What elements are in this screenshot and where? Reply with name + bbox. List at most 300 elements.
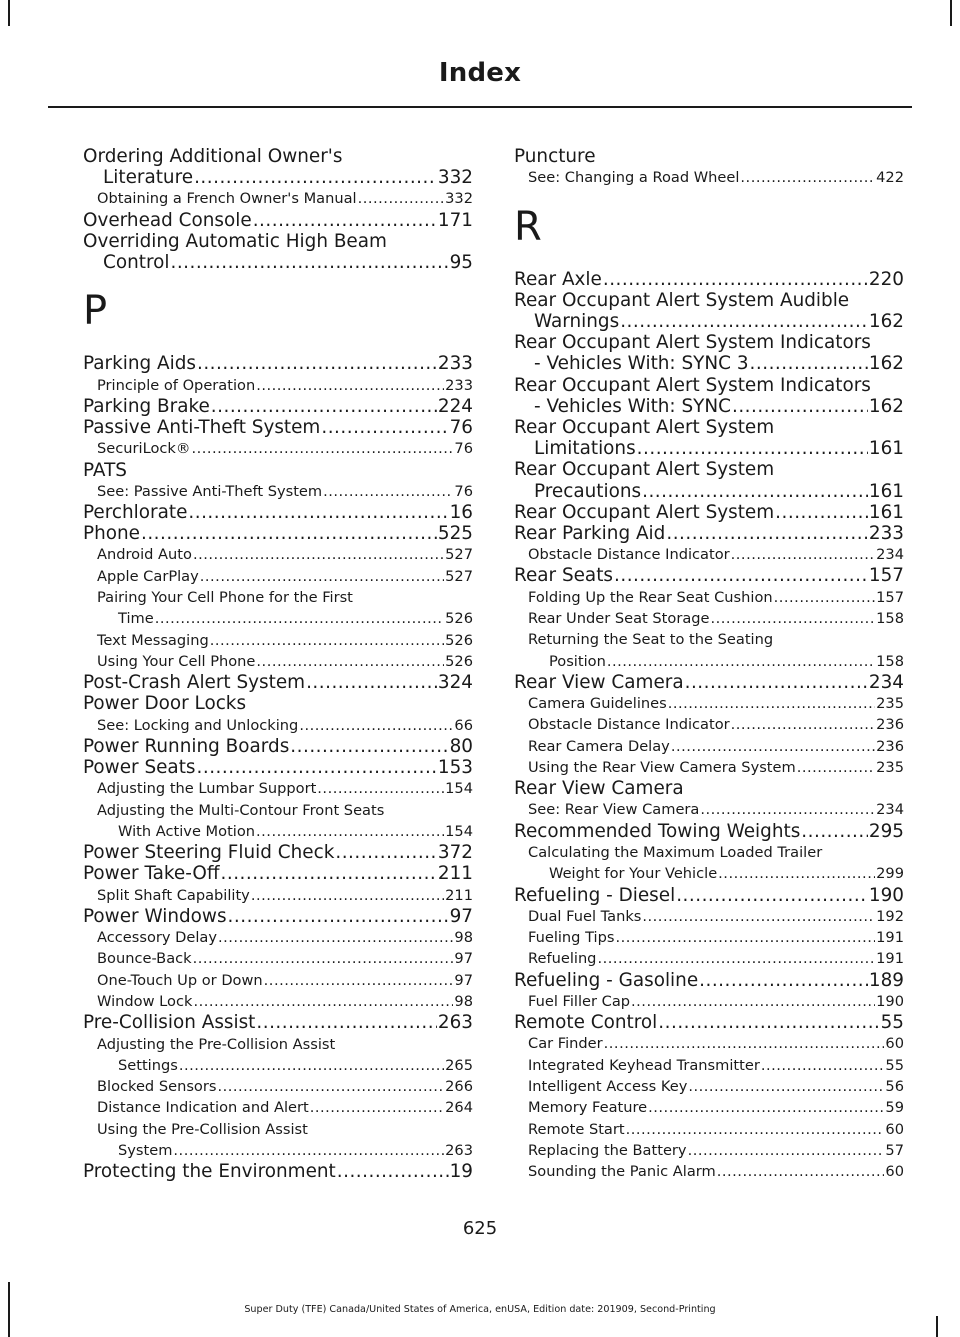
entry-text: One-Touch Up or Down (97, 971, 263, 989)
index-entry-pre-collision-assist[interactable] (83, 1012, 473, 1033)
page-ref[interactable]: 525 (437, 523, 473, 545)
page-ref[interactable]: 527 (445, 546, 473, 564)
dot-leader (290, 736, 448, 757)
page-ref[interactable]: 76 (454, 440, 473, 458)
index-entry-rear-occupant-alert-system-precautions[interactable] (514, 459, 904, 501)
index-subentry-integrated-keyhead-transmitter[interactable] (514, 1055, 904, 1076)
entry-text: See: Changing a Road Wheel (528, 169, 740, 187)
index-subentry-android-auto[interactable] (83, 544, 473, 565)
index-subentry-split-shaft-capability[interactable] (83, 885, 473, 906)
dot-leader (797, 757, 875, 778)
entry-text: Power Steering Fluid Check (83, 842, 335, 864)
dot-leader (603, 269, 868, 290)
page-ref[interactable]: 422 (876, 169, 904, 187)
page-ref[interactable]: 265 (445, 1056, 473, 1074)
dot-leader (170, 252, 448, 273)
page-ref[interactable]: 157 (876, 588, 904, 606)
index-entry-remote-control[interactable] (514, 1012, 904, 1033)
page-ref[interactable]: 233 (437, 353, 473, 375)
entry-text: Text Messaging (97, 631, 209, 649)
page-ref[interactable]: 234 (876, 546, 904, 564)
index-entry-rear-occupant-alert-system-limitations[interactable] (514, 417, 904, 459)
page-ref[interactable]: 162 (868, 395, 904, 417)
entry-text: Recommended Towing Weights (514, 820, 801, 842)
crop-mark-bottom-right (936, 1316, 938, 1337)
entry-text: Calculating the Maximum Loaded Trailer (528, 843, 823, 861)
page-ref[interactable]: 57 (885, 1141, 904, 1159)
entry-text: Fuel Filler Cap (528, 992, 631, 1010)
index-subentry-rear-under-seat-storage[interactable] (514, 608, 904, 629)
entry-text: PATS (83, 459, 127, 481)
page-ref[interactable]: 162 (868, 310, 904, 332)
dot-leader (597, 948, 875, 969)
page-ref[interactable]: 16 (449, 502, 473, 524)
index-subentry-obstacle-distance-indicator[interactable] (514, 544, 904, 565)
index-subentry-see-rear-view-camera[interactable] (514, 799, 904, 820)
entry-text: Car Finder (528, 1035, 603, 1053)
index-entry-rear-seats[interactable] (514, 565, 904, 586)
page-ref[interactable]: 98 (454, 929, 473, 947)
index-subentry-remote-start[interactable] (514, 1119, 904, 1140)
dot-leader (732, 396, 868, 417)
dot-leader (671, 736, 875, 757)
dot-leader (731, 714, 875, 735)
index-subentry-using-the-rear-view-camera-system[interactable] (514, 757, 904, 778)
index-subentry-principle-of-operation[interactable] (83, 375, 473, 396)
entry-text: Window Lock (97, 993, 193, 1010)
index-subentry-adjusting-the-lumbar-support[interactable] (83, 778, 473, 799)
page-ref[interactable]: 266 (445, 1078, 473, 1096)
page-ref[interactable]: 233 (445, 376, 473, 394)
index-entry-rear-occupant-alert-system-audible-warnings[interactable] (514, 290, 904, 332)
entry-text: See: Passive Anti-Theft System (97, 482, 323, 500)
index-entry-parking-aids[interactable] (83, 353, 473, 374)
index-subentry-using-your-cell-phone[interactable] (83, 651, 473, 672)
entry-text: Overriding Automatic High Beam (83, 230, 387, 252)
dot-leader (217, 1076, 444, 1097)
dot-leader (310, 1097, 444, 1118)
page-ref[interactable]: 220 (868, 268, 904, 290)
entry-text: Using the Pre-Collision Assist (97, 1120, 308, 1138)
entry-text: Pre-Collision Assist (83, 1012, 256, 1034)
page-ref[interactable]: 527 (445, 567, 473, 585)
page-ref[interactable]: 372 (437, 842, 473, 864)
dot-leader (740, 167, 875, 188)
dot-leader (256, 651, 444, 672)
page-ref[interactable]: 161 (868, 501, 904, 523)
index-subentry-folding-up-the-rear-seat-cushion[interactable] (514, 587, 904, 608)
entry-text: Rear Occupant Alert System Indicators (514, 332, 871, 354)
entry-text: - Vehicles With: SYNC (534, 395, 731, 417)
entry-text: Using the Rear View Camera System (528, 758, 796, 776)
dot-leader (688, 1140, 885, 1161)
entry-text: Camera Guidelines (528, 695, 667, 713)
dot-leader (614, 565, 868, 586)
index-subentry-car-finder[interactable] (514, 1033, 904, 1054)
dot-leader (699, 970, 868, 991)
page-ref[interactable]: 224 (437, 395, 473, 417)
page-ref[interactable]: 158 (876, 652, 904, 670)
dot-leader (264, 970, 454, 991)
index-entry-power-seats[interactable] (83, 757, 473, 778)
page-title: Index (438, 58, 522, 88)
section-letter-p: P (83, 288, 108, 335)
page-ref[interactable]: 299 (876, 865, 904, 883)
index-entry-refueling-gasoline[interactable] (514, 970, 904, 991)
page-ref[interactable]: 154 (445, 822, 473, 840)
page-ref[interactable]: 526 (445, 652, 473, 670)
page-ref[interactable]: 171 (437, 209, 473, 231)
entry-text: Integrated Keyhead Transmitter (528, 1056, 760, 1074)
page-ref[interactable]: 55 (885, 1056, 904, 1074)
entry-text: Passive Anti-Theft System (83, 417, 321, 439)
dot-leader (197, 757, 437, 778)
index-entry-rear-view-camera[interactable] (514, 672, 904, 693)
dot-leader (626, 1119, 885, 1140)
dot-leader (193, 991, 453, 1012)
entry-text: Distance Indication and Alert (97, 1099, 309, 1117)
footer-edition-info: Super Duty (TFE) Canada/United States of America, enUSA, Edition date: 201909, Second-Printing (244, 1304, 716, 1315)
dot-leader (218, 927, 453, 948)
index-subentry-obstacle-distance-indicator[interactable] (514, 714, 904, 735)
page-ref[interactable]: 236 (876, 716, 904, 734)
dot-leader (253, 210, 437, 231)
index-entry-passive-anti-theft-system[interactable] (83, 417, 473, 438)
entry-text: Refueling (528, 950, 597, 968)
index-subentry-refueling[interactable] (514, 948, 904, 969)
entry-text: Power Take-Off (83, 863, 220, 885)
index-subentry-apple-carplay[interactable] (83, 566, 473, 587)
dot-leader (321, 417, 448, 438)
index-subentry-accessory-delay[interactable] (83, 927, 473, 948)
index-subentry-memory-feature[interactable] (514, 1097, 904, 1118)
entry-text: Rear Camera Delay (528, 737, 670, 755)
entry-text: Principle of Operation (97, 376, 256, 394)
index-subentry-see-passive-anti-theft-system[interactable] (83, 481, 473, 502)
index-entry-refueling-diesel[interactable] (514, 885, 904, 906)
entry-text: Power Windows (83, 905, 227, 927)
crop-mark-top-right (950, 0, 952, 26)
index-subentry-window-lock[interactable] (83, 991, 473, 1012)
entry-text: Remote Control (514, 1012, 658, 1034)
index-entry-rear-occupant-alert-system-indicators-vehicles-with-sync-3[interactable] (514, 332, 904, 374)
entry-text: Rear Seats (514, 565, 613, 587)
page-ref[interactable]: 60 (885, 1120, 904, 1138)
page-ref[interactable]: 76 (449, 417, 473, 439)
dot-leader (193, 544, 444, 565)
index-entry-recommended-towing-weights[interactable] (514, 821, 904, 842)
page-ref[interactable]: 60 (885, 1035, 904, 1053)
dot-leader (179, 1055, 444, 1076)
page-ref[interactable]: 236 (876, 737, 904, 755)
dot-leader (335, 842, 437, 863)
page-ref[interactable]: 97 (449, 905, 473, 927)
page-ref[interactable]: 161 (868, 480, 904, 502)
dot-leader (676, 885, 868, 906)
entry-text: Rear Occupant Alert System Audible (514, 289, 850, 311)
index-entry-power-take-off[interactable] (83, 863, 473, 884)
entry-text: Adjusting the Pre-Collision Assist (97, 1035, 336, 1053)
index-entry-protecting-the-environment[interactable] (83, 1161, 473, 1182)
entry-text: Weight for Your Vehicle (549, 865, 718, 883)
entry-text: Phone (83, 523, 140, 545)
dot-leader (306, 672, 437, 693)
page-ref[interactable]: 157 (868, 565, 904, 587)
dot-leader (299, 715, 453, 736)
dot-leader (358, 188, 445, 209)
entry-text: Precautions (534, 480, 642, 502)
entry-text: Control (103, 252, 170, 274)
dot-leader (173, 1140, 444, 1161)
dot-leader (775, 502, 868, 523)
page-ref[interactable]: 55 (880, 1012, 904, 1034)
dot-leader (607, 651, 875, 672)
dot-leader (615, 927, 875, 948)
index-entry-rear-occupant-alert-system-indicators-vehicles-with-sync[interactable] (514, 375, 904, 417)
page-ref[interactable]: 19 (449, 1161, 473, 1183)
dot-leader (200, 566, 444, 587)
index-subentry-using-the-pre-collision-assist-system[interactable] (83, 1119, 473, 1162)
index-subentry-adjusting-the-pre-collision-assist-settings[interactable] (83, 1034, 473, 1077)
entry-text: Post-Crash Alert System (83, 672, 306, 694)
dot-leader (604, 1033, 885, 1054)
page-ref[interactable]: 233 (868, 522, 904, 544)
page-ref[interactable]: 97 (454, 950, 473, 968)
index-subentry-calculating-the-maximum-loaded-trailer-weight-for-your-vehicle[interactable] (514, 842, 904, 885)
page-ref[interactable]: 66 (454, 716, 473, 734)
index-subentry-fuel-filler-cap[interactable] (514, 991, 904, 1012)
page-ref[interactable]: 263 (437, 1012, 473, 1034)
page-ref[interactable]: 191 (876, 929, 904, 947)
index-subentry-see-changing-a-road-wheel[interactable] (514, 167, 904, 188)
entry-text: - Vehicles With: SYNC 3 (534, 353, 749, 375)
entry-text: See: Locking and Unlocking (97, 716, 299, 734)
section-letter-r: R (514, 203, 542, 250)
page-ref[interactable]: 526 (445, 631, 473, 649)
entry-text: System (118, 1141, 173, 1159)
entry-text: Perchlorate (83, 502, 188, 524)
entry-text: See: Rear View Camera (528, 801, 700, 819)
index-subentry-sounding-the-panic-alarm[interactable] (514, 1161, 904, 1182)
page-ref[interactable]: 190 (876, 992, 904, 1010)
index-entry-power-door-locks[interactable] (83, 693, 473, 714)
dot-leader (337, 1161, 449, 1182)
index-entry-overriding-automatic-high-beam-control[interactable] (83, 231, 473, 273)
index-column-right (514, 146, 904, 1182)
index-subentry-obtaining-a-french-owner-s-manual[interactable] (83, 188, 473, 209)
page-ref[interactable]: 235 (876, 758, 904, 776)
index-entry-pats[interactable] (83, 460, 473, 481)
index-entry-parking-brake[interactable] (83, 396, 473, 417)
page-ref[interactable]: 95 (449, 252, 473, 274)
entry-text: Settings (118, 1056, 178, 1074)
entry-text: Folding Up the Rear Seat Cushion (528, 588, 773, 606)
entry-text: Rear Occupant Alert System (514, 459, 775, 481)
page-ref[interactable]: 158 (876, 609, 904, 627)
dot-leader (228, 906, 449, 927)
entry-text: Rear Under Seat Storage (528, 609, 710, 627)
index-subentry-rear-camera-delay[interactable] (514, 736, 904, 757)
entry-text: With Active Motion (118, 822, 256, 840)
index-subentry-blocked-sensors[interactable] (83, 1076, 473, 1097)
entry-text: Bounce-Back (97, 950, 192, 968)
dot-leader (191, 438, 453, 459)
index-entry-power-windows[interactable] (83, 906, 473, 927)
index-subentry-replacing-the-battery[interactable] (514, 1140, 904, 1161)
page-ref[interactable]: 56 (885, 1077, 904, 1095)
entry-text: Rear View Camera (514, 671, 684, 693)
page-ref[interactable]: 153 (437, 757, 473, 779)
page-ref[interactable]: 263 (445, 1141, 473, 1159)
page-ref[interactable]: 80 (449, 735, 473, 757)
index-subentry-fueling-tips[interactable] (514, 927, 904, 948)
page-ref[interactable]: 191 (876, 950, 904, 968)
entry-text: Remote Start (528, 1120, 625, 1138)
entry-text: Refueling - Diesel (514, 884, 676, 906)
entry-text: SecuriLock® (97, 440, 191, 458)
dot-leader (251, 885, 444, 906)
entry-text: Overhead Console (83, 209, 252, 231)
dot-leader (648, 1097, 884, 1118)
page-ref[interactable]: 162 (868, 353, 904, 375)
entry-text: Literature (103, 167, 194, 189)
entry-text: Adjusting the Multi-Contour Front Seats (97, 801, 385, 819)
index-subentry-camera-guidelines[interactable] (514, 693, 904, 714)
index-subentry-one-touch-up-or-down[interactable] (83, 970, 473, 991)
page-ref[interactable]: 332 (437, 167, 473, 189)
index-entry-overhead-console[interactable] (83, 210, 473, 231)
index-entry-phone[interactable] (83, 523, 473, 544)
entry-text: Limitations (534, 438, 636, 460)
page-ref[interactable]: 97 (454, 971, 473, 989)
index-entry-rear-view-camera[interactable] (514, 778, 904, 799)
entry-text: Using Your Cell Phone (97, 652, 256, 670)
dot-leader (256, 375, 444, 396)
entry-text: Memory Feature (528, 1099, 648, 1117)
page-ref[interactable]: 190 (868, 884, 904, 906)
index-subentry-distance-indication-and-alert[interactable] (83, 1097, 473, 1118)
entry-text: Obstacle Distance Indicator (528, 716, 730, 734)
index-entry-puncture[interactable] (514, 146, 904, 167)
dot-leader (323, 481, 453, 502)
index-subentry-securilock[interactable] (83, 438, 473, 459)
index-subentry-bounce-back[interactable] (83, 948, 473, 969)
dot-leader (141, 523, 437, 544)
dot-leader (256, 1012, 437, 1033)
page-ref[interactable]: 324 (437, 672, 473, 694)
dot-leader (718, 863, 875, 884)
dot-leader (685, 672, 868, 693)
index-entry-rear-parking-aid[interactable] (514, 523, 904, 544)
page-ref[interactable]: 161 (868, 438, 904, 460)
dot-leader (194, 167, 437, 188)
entry-text: Power Seats (83, 757, 196, 779)
entry-text: Sounding the Panic Alarm (528, 1163, 716, 1181)
entry-text: Warnings (534, 310, 620, 332)
index-subentry-intelligent-access-key[interactable] (514, 1076, 904, 1097)
index-entry-ordering-additional-owner-s-literature[interactable] (83, 146, 473, 188)
index-column-left (83, 146, 473, 1182)
index-subentry-returning-the-seat-to-the-seating-position[interactable] (514, 629, 904, 672)
dot-leader (256, 821, 444, 842)
page-ref[interactable]: 295 (868, 820, 904, 842)
entry-text: Android Auto (97, 546, 192, 564)
entry-text: Intelligent Access Key (528, 1077, 688, 1095)
dot-leader (658, 1012, 879, 1033)
dot-leader (631, 991, 875, 1012)
page-ref[interactable]: 211 (437, 863, 473, 885)
page-ref[interactable]: 211 (445, 886, 473, 904)
entry-text: Blocked Sensors (97, 1078, 217, 1096)
page-ref[interactable]: 264 (445, 1099, 473, 1117)
dot-leader (688, 1076, 884, 1097)
index-subentry-dual-fuel-tanks[interactable] (514, 906, 904, 927)
page-ref[interactable]: 192 (876, 907, 904, 925)
entry-text: Rear Parking Aid (514, 522, 666, 544)
entry-text: Replacing the Battery (528, 1141, 687, 1159)
index-entry-power-running-boards[interactable] (83, 736, 473, 757)
index-entry-post-crash-alert-system[interactable] (83, 672, 473, 693)
entry-text: Fueling Tips (528, 929, 615, 947)
entry-text: Protecting the Environment (83, 1161, 336, 1183)
page-ref[interactable]: 60 (885, 1163, 904, 1181)
dot-leader (666, 523, 868, 544)
dot-leader (642, 481, 868, 502)
entry-text: Pairing Your Cell Phone for the First (97, 589, 353, 607)
index-subentry-adjusting-the-multi-contour-front-seats-with-active-motion[interactable] (83, 800, 473, 843)
page-ref[interactable]: 235 (876, 695, 904, 713)
entry-text: Rear View Camera (514, 778, 684, 800)
entry-text: Rear Occupant Alert System (514, 501, 775, 523)
index-entry-rear-occupant-alert-system[interactable] (514, 502, 904, 523)
dot-leader (668, 693, 875, 714)
entry-text: Dual Fuel Tanks (528, 907, 642, 925)
dot-leader (620, 311, 868, 332)
entry-text: Refueling - Gasoline (514, 969, 699, 991)
page-ref[interactable]: 76 (454, 482, 473, 500)
page-ref[interactable]: 59 (885, 1099, 904, 1117)
index-subentry-pairing-your-cell-phone-for-the-first-time[interactable] (83, 587, 473, 630)
index-subentry-see-locking-and-unlocking[interactable] (83, 715, 473, 736)
dot-leader (197, 353, 437, 374)
index-entry-power-steering-fluid-check[interactable] (83, 842, 473, 863)
entry-text: Obtaining a French Owner's Manual (97, 190, 357, 208)
page-ref[interactable]: 98 (454, 993, 473, 1010)
page-ref[interactable]: 526 (445, 610, 473, 628)
index-subentry-text-messaging[interactable] (83, 630, 473, 651)
entry-text: Parking Aids (83, 353, 196, 375)
dot-leader (221, 863, 437, 884)
dot-leader (717, 1161, 885, 1182)
entry-text: Power Door Locks (83, 693, 247, 715)
page-ref[interactable]: 154 (445, 780, 473, 798)
entry-text: Accessory Delay (97, 929, 218, 947)
entry-text: Position (549, 652, 606, 670)
page-ref[interactable]: 234 (876, 801, 904, 819)
crop-mark-top-left (8, 0, 10, 26)
page-ref[interactable]: 189 (868, 969, 904, 991)
entry-text: Obstacle Distance Indicator (528, 546, 730, 564)
index-entry-rear-axle[interactable] (514, 269, 904, 290)
dot-leader (188, 502, 448, 523)
index-entry-perchlorate[interactable] (83, 502, 473, 523)
entry-text: Parking Brake (83, 395, 210, 417)
page-ref[interactable]: 332 (445, 190, 473, 208)
page-ref[interactable]: 234 (868, 671, 904, 693)
dot-leader (801, 821, 868, 842)
entry-text: Split Shaft Capability (97, 886, 250, 904)
entry-text: Adjusting the Lumbar Support (97, 780, 317, 798)
